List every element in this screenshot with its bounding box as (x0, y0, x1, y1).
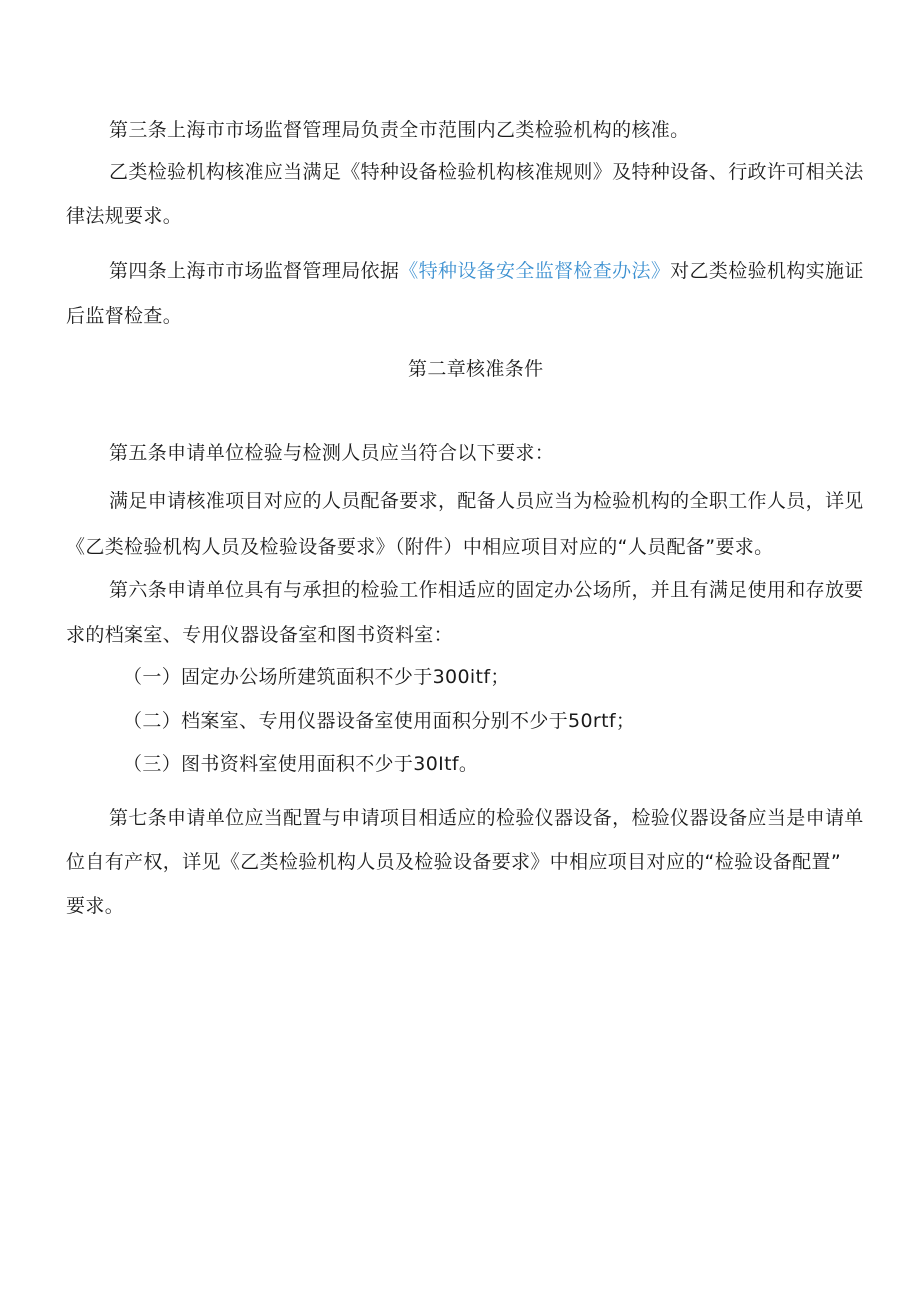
article-5-paragraph-line-2: 《乙类检验机构人员及检验设备要求》（附件）中相应项目对应的“人员配备”要求。 (66, 536, 774, 558)
article-6-item-2: （二）档案室、专用仪器设备室使用面积分别不少于50rtf； (123, 710, 636, 732)
article-6-item-3: （三）图书资料室使用面积不少于30Itf。 (123, 753, 479, 775)
article-5: 第五条申请单位检验与检测人员应当符合以下要求： (109, 442, 555, 464)
article-7-line-2: 位自有产权，详见《乙类检验机构人员及检验设备要求》中相应项目对应的“检验设备配置” (66, 851, 842, 873)
article-6-line-1: 第六条申请单位具有与承担的检验工作相适应的固定办公场所，并且有满足使用和存放要 (109, 579, 864, 601)
article-4-suffix: 对乙类检验机构实施证 (670, 260, 864, 282)
article-6-item-1: （一）固定办公场所建筑面积不少于300itf； (123, 666, 510, 688)
article-3-paragraph-line-1: 乙类检验机构核准应当满足《特种设备检验机构核准规则》及特种设备、行政许可相关法 (109, 161, 864, 183)
article-3-paragraph-line-2: 律法规要求。 (66, 205, 183, 227)
article-6-line-2: 求的档案室、专用仪器设备室和图书资料室： (66, 624, 454, 646)
article-4 (109, 259, 864, 283)
article-7-line-1: 第七条申请单位应当配置与申请项目相适应的检验仪器设备，检验仪器设备应当是申请单 (109, 807, 864, 829)
article-4-line-2: 后监督检查。 (66, 305, 183, 327)
article-4-prefix: 第四条上海市市场监督管理局依据 (109, 260, 400, 282)
article-5-paragraph-line-1: 满足申请核准项目对应的人员配备要求，配备人员应当为检验机构的全职工作人员，详见 (109, 490, 864, 512)
article-7-line-3: 要求。 (66, 895, 125, 917)
regulation-link[interactable]: 《特种设备安全监督检查办法》 (399, 260, 671, 282)
article-3: 第三条上海市市场监督管理局负责全市范围内乙类检验机构的核准。 (109, 119, 690, 141)
chapter-2-title: 第二章核准条件 (408, 358, 544, 380)
